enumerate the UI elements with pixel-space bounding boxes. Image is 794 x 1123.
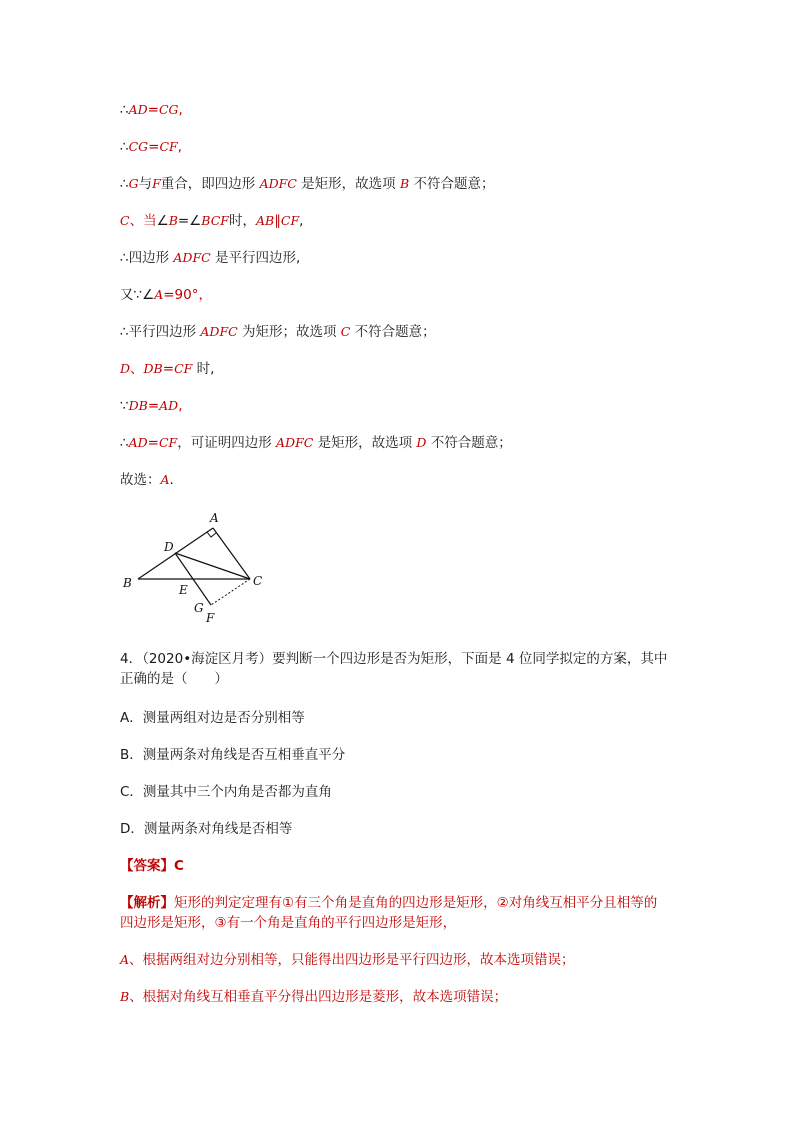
text-line-l22 <box>120 987 507 1007</box>
text-segment: ，可证明四边形 <box>177 435 277 451</box>
label-B: B <box>123 576 132 590</box>
text-line-l12 <box>120 649 667 669</box>
text-line-l1 <box>120 100 183 120</box>
text-segment: DB <box>143 361 163 376</box>
text-segment: ∠ <box>156 213 169 229</box>
text-segment: 、 <box>130 361 144 377</box>
label-A: A <box>210 511 219 525</box>
text-segment: ∴ <box>120 139 129 155</box>
text-segment: D．测量两条对角线是否相等 <box>120 821 293 837</box>
text-segment: A <box>120 952 130 967</box>
text-segment: = <box>147 398 160 414</box>
text-segment: = <box>148 139 160 155</box>
text-line-l17 <box>120 819 292 839</box>
text-segment: 矩形的判定定理有①有三个角是直角的四边形是矩形，②对角线互相平分且相等的 <box>174 895 658 911</box>
label-C: C <box>253 574 263 588</box>
text-segment: 时， <box>228 213 256 229</box>
label-E: E <box>179 583 188 597</box>
text-segment: ADFC <box>259 176 297 191</box>
text-segment: CF <box>280 213 300 228</box>
text-segment: , <box>178 398 183 414</box>
text-segment: 、根据对角线互相垂直平分得出四边形是菱形，故本选项错误； <box>129 989 508 1005</box>
text-segment: ∥ <box>274 213 281 229</box>
text-segment: 不符合题意； <box>426 435 512 451</box>
text-segment: , <box>299 213 304 229</box>
text-segment: CG <box>158 102 179 117</box>
text-segment: DB <box>128 398 148 413</box>
text-segment: A <box>154 287 164 302</box>
text-line-l2 <box>120 137 182 157</box>
text-segment: 重合，即四边形 <box>160 176 260 192</box>
text-segment: =∠ <box>177 213 202 229</box>
text-segment: 、当 <box>129 213 157 229</box>
text-segment: ∴ <box>120 102 129 118</box>
text-segment: ADFC <box>276 435 314 450</box>
text-line-l13 <box>120 669 228 689</box>
text-line-l7 <box>120 322 436 342</box>
text-segment: 是矩形，故选项 <box>296 176 400 192</box>
text-segment: 【答案】C <box>120 858 184 874</box>
text-line-l15 <box>120 745 345 765</box>
text-line-l16 <box>120 782 332 802</box>
text-segment: D <box>120 361 131 376</box>
text-segment: 正确的是（ ） <box>120 671 228 687</box>
text-segment: 是平行四边形, <box>210 250 301 266</box>
segment-CF-dashed <box>211 579 250 605</box>
text-segment: AD <box>128 435 148 450</box>
text-segment: = <box>147 435 159 451</box>
label-G: G <box>194 601 204 615</box>
text-line-l3 <box>120 174 494 194</box>
text-segment: 是矩形，故选项 <box>313 435 417 451</box>
text-line-l10 <box>120 433 512 453</box>
text-segment: 为矩形；故选项 <box>237 324 341 340</box>
text-line-l6 <box>120 285 212 305</box>
text-segment: 又∵∠ <box>120 287 155 303</box>
text-segment: , <box>177 139 183 155</box>
text-segment: ∴平行四边形 <box>120 324 201 340</box>
text-segment: 四边形是矩形，③有一个角是直角的平行四边形是矩形， <box>120 915 457 931</box>
text-segment: 不符合题意； <box>350 324 436 340</box>
text-line-l4 <box>120 211 303 231</box>
text-segment: 与 <box>138 176 153 192</box>
right-angle-mark <box>207 532 216 537</box>
text-line-l5 <box>120 248 300 268</box>
segment-AC <box>213 528 250 579</box>
text-segment: AD <box>128 102 148 117</box>
text-segment: 、根据两组对边分别相等，只能得出四边形是平行四边形，故本选项错误； <box>129 952 575 968</box>
text-segment: = <box>147 102 159 118</box>
text-segment: ∴ <box>120 176 129 192</box>
segment-DC <box>175 553 250 579</box>
text-line-l8 <box>120 359 214 379</box>
text-line-l20 <box>120 913 456 933</box>
text-segment: B．测量两条对角线是否互相垂直平分 <box>120 747 346 763</box>
text-segment: D <box>416 435 427 450</box>
text-segment: B <box>399 176 410 191</box>
text-segment: , <box>178 102 183 118</box>
text-segment: BCF <box>201 213 229 228</box>
text-segment: C <box>120 213 130 228</box>
text-segment: ∴ <box>120 435 129 451</box>
text-segment: =90°， <box>163 287 212 303</box>
text-segment: C．测量其中三个内角是否都为直角 <box>120 784 332 800</box>
text-segment: CF <box>159 139 178 154</box>
text-segment: ADFC <box>200 324 238 339</box>
text-line-l18 <box>120 856 184 876</box>
text-segment: 4．（2020•海淀区月考）要判断一个四边形是否为矩形，下面是 4 位同学拟定的方案，其中 <box>120 651 668 667</box>
text-segment: 时, <box>192 361 215 377</box>
text-segment: ADFC <box>173 250 211 265</box>
text-line-l19 <box>120 893 657 913</box>
text-segment: A．测量两组对边是否分别相等 <box>120 710 305 726</box>
text-segment: ∵ <box>120 398 129 414</box>
text-segment: = <box>162 361 175 377</box>
text-segment: 不符合题意； <box>409 176 495 192</box>
text-segment: CF <box>158 435 178 450</box>
text-segment: . <box>169 472 174 488</box>
text-line-l14 <box>120 708 305 728</box>
text-segment: G <box>128 176 139 191</box>
text-segment: AB <box>255 213 275 228</box>
text-segment: 【解析】 <box>120 895 174 911</box>
text-segment: CF <box>174 361 193 376</box>
label-D: D <box>164 540 174 554</box>
text-line-l9 <box>120 396 182 416</box>
text-segment: B <box>120 989 130 1004</box>
text-line-l21 <box>120 950 575 970</box>
text-segment: A <box>160 472 170 487</box>
geometry-figure <box>118 505 278 630</box>
text-segment: 故选： <box>120 472 161 488</box>
text-segment: C <box>340 324 351 339</box>
text-segment: ∴四边形 <box>120 250 174 266</box>
text-segment: B <box>168 213 178 228</box>
label-F: F <box>206 611 215 625</box>
text-line-l11 <box>120 470 174 490</box>
text-segment: CG <box>128 139 149 154</box>
text-segment: AD <box>159 398 179 413</box>
text-segment: F <box>152 176 161 191</box>
